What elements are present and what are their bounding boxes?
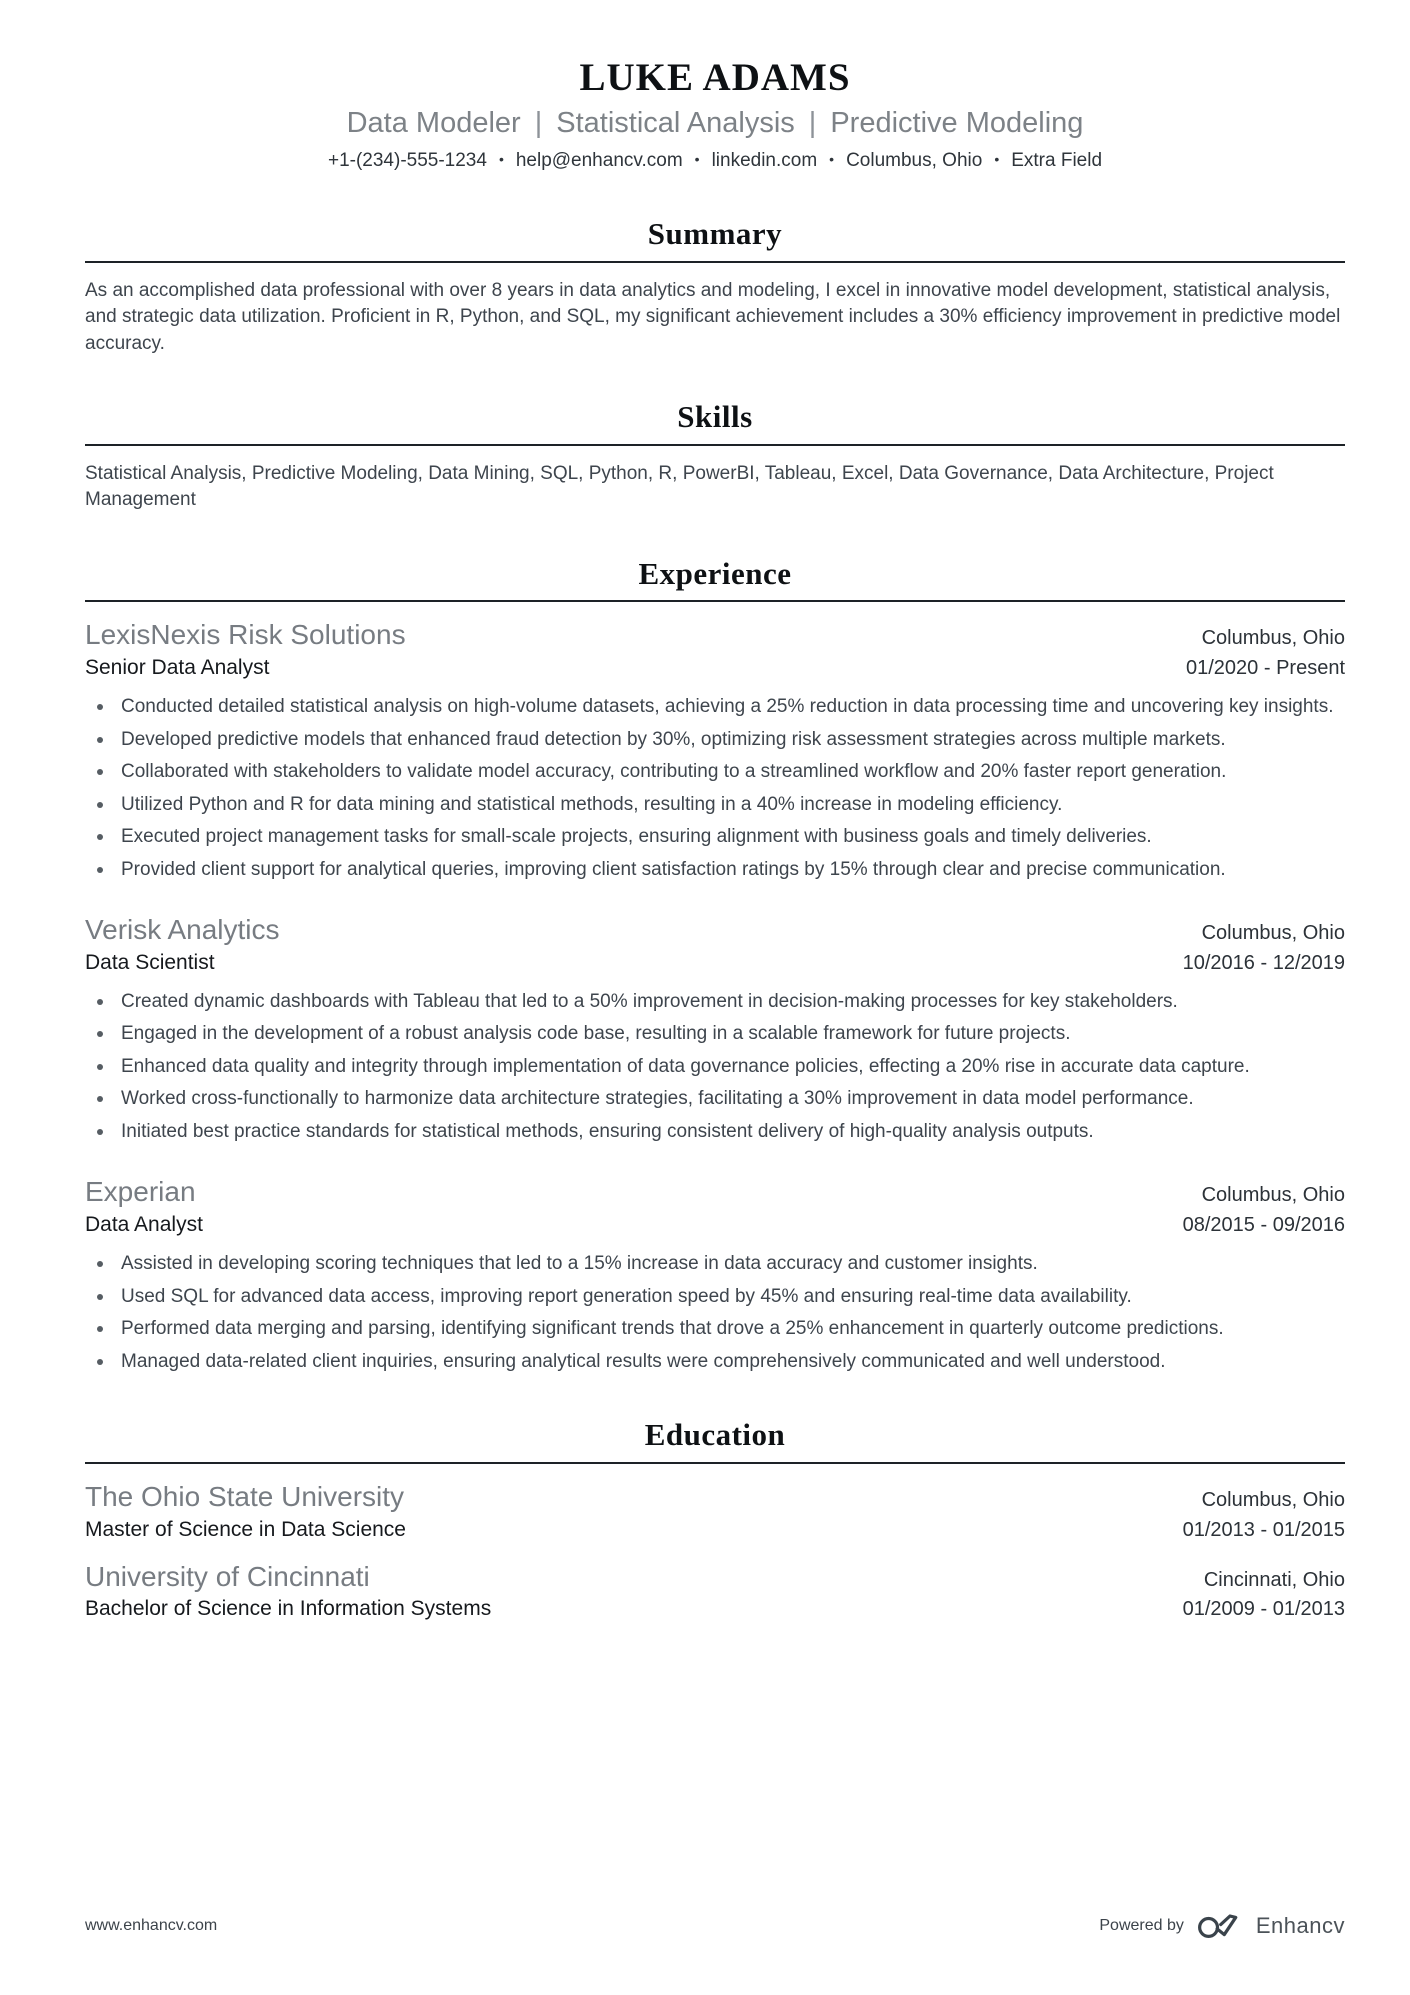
degree-name: Bachelor of Science in Information Systems xyxy=(85,1597,492,1621)
bullet-item: Developed predictive models that enhanced fraud detection by 30%, optimizing risk assessment strategies across multiple markets. xyxy=(85,727,1345,754)
entry-degree-row xyxy=(85,1596,1345,1622)
candidate-name: LUKE ADAMS xyxy=(579,56,851,99)
entry-dates: 01/2009 - 01/2013 xyxy=(1182,1598,1345,1621)
entry-header-row xyxy=(85,913,1345,947)
bullet-item: Performed data merging and parsing, identifying significant trends that drove a 25% enhancement in quarterly outcome predictions. xyxy=(85,1316,1345,1343)
bullet-item: Created dynamic dashboards with Tableau that led to a 50% improvement in decision-making processes for key stakeholders. xyxy=(85,989,1345,1016)
phone-number: +1-(234)-555-1234 xyxy=(327,150,487,172)
entry-header-row xyxy=(85,1480,1345,1514)
experience-entry xyxy=(85,913,1345,1145)
bullet-item: Provided client support for analytical queries, improving client satisfaction ratings by 15% through clear and precise communication. xyxy=(85,857,1345,884)
bullet-item: Utilized Python and R for data mining and statistical methods, resulting in a 40% increase in modeling efficiency. xyxy=(85,792,1345,819)
contact-line xyxy=(85,148,1345,174)
entry-dates: 01/2013 - 01/2015 xyxy=(1182,1518,1345,1541)
entry-role-row xyxy=(85,1212,1345,1238)
bullet-item: Executed project management tasks for small-scale projects, ensuring alignment with business goals and timely deliveries. xyxy=(85,824,1345,851)
entry-header-row xyxy=(85,618,1345,652)
site-url: www.enhancv.com xyxy=(85,1917,218,1934)
powered-by-group xyxy=(1099,1911,1345,1941)
powered-by-label: Powered by xyxy=(1099,1917,1184,1934)
headline-separator: | xyxy=(534,106,543,139)
headline-separator: | xyxy=(808,106,817,139)
section-summary xyxy=(85,216,1345,357)
section-divider xyxy=(85,600,1345,602)
bullet-item: Managed data-related client inquiries, ensuring analytical results were comprehensively communicated and well understood. xyxy=(85,1349,1345,1376)
entry-dates: 10/2016 - 12/2019 xyxy=(1182,951,1345,974)
education-entry xyxy=(85,1560,1345,1623)
bullet-list xyxy=(85,989,1345,1146)
headline-part: Predictive Modeling xyxy=(830,106,1084,139)
experience-entry xyxy=(85,618,1345,883)
entry-location: Columbus, Ohio xyxy=(1201,1488,1345,1511)
location-text: Columbus, Ohio xyxy=(846,150,983,172)
section-heading-skills: Skills xyxy=(677,399,753,434)
bullet-item: Initiated best practice standards for statistical methods, ensuring consistent delivery of high-quality analysis outputs. xyxy=(85,1119,1345,1146)
bullet-item: Worked cross-functionally to harmonize data architecture strategies, facilitating a 30% improvement in data model performance. xyxy=(85,1086,1345,1113)
entry-header-row xyxy=(85,1175,1345,1209)
bullet-list xyxy=(85,1251,1345,1375)
dot-separator: • xyxy=(829,151,835,168)
entry-header-row xyxy=(85,1560,1345,1594)
section-divider xyxy=(85,1462,1345,1464)
section-heading-experience: Experience xyxy=(638,555,792,591)
job-title: Senior Data Analyst xyxy=(85,655,270,679)
bullet-list xyxy=(85,694,1345,883)
bullet-item: Assisted in developing scoring techniques that led to a 15% increase in data accuracy and customer insights. xyxy=(85,1251,1345,1278)
section-heading-education: Education xyxy=(644,1417,786,1453)
summary-text: As an accomplished data professional with over 8 years in data analytics and modeling, I excel in innovative model development, statistical analysis, and strategic data utilization. Proficient in R, Python, and SQL, my significant achievement includes a 30% efficiency improvement in predictive model accuracy. xyxy=(85,279,1341,354)
extra-field: Extra Field xyxy=(1011,150,1103,172)
entry-dates: 08/2015 - 09/2016 xyxy=(1182,1214,1345,1237)
section-education xyxy=(85,1417,1345,1622)
education-entry xyxy=(85,1480,1345,1543)
bullet-item: Used SQL for advanced data access, improving report generation speed by 45% and ensuring real-time data availability. xyxy=(85,1284,1345,1311)
job-title: Data Scientist xyxy=(85,950,215,974)
school-name: University of Cincinnati xyxy=(85,1560,370,1592)
section-skills xyxy=(85,399,1345,514)
experience-entry xyxy=(85,1175,1345,1375)
skills-text: Statistical Analysis, Predictive Modeling, Data Mining, SQL, Python, R, PowerBI, Tableau, Excel, Data Governance, Data Architecture, Project Management xyxy=(85,462,1274,511)
entry-location: Cincinnati, Ohio xyxy=(1203,1568,1345,1591)
resume-header xyxy=(85,56,1345,174)
enhancv-logo-icon xyxy=(1197,1911,1243,1941)
bullet-item: Conducted detailed statistical analysis on high-volume datasets, achieving a 25% reduction in data processing time and uncovering key insights. xyxy=(85,694,1345,721)
school-name: The Ohio State University xyxy=(85,1480,405,1512)
dot-separator: • xyxy=(694,151,700,168)
company-name: Experian xyxy=(85,1176,196,1208)
entry-location: Columbus, Ohio xyxy=(1201,922,1345,945)
headline-part: Statistical Analysis xyxy=(556,106,795,139)
linkedin-link: linkedin.com xyxy=(711,150,818,172)
job-title: Data Analyst xyxy=(85,1213,203,1237)
entry-degree-row xyxy=(85,1517,1345,1543)
bullet-item: Collaborated with stakeholders to validate model accuracy, contributing to a streamlined workflow and 20% faster report generation. xyxy=(85,759,1345,786)
entry-role-row xyxy=(85,655,1345,681)
company-name: LexisNexis Risk Solutions xyxy=(85,619,406,651)
section-experience xyxy=(85,556,1345,1376)
dot-separator: • xyxy=(994,151,1000,168)
entry-role-row xyxy=(85,950,1345,976)
entry-dates: 01/2020 - Present xyxy=(1186,656,1345,679)
section-divider xyxy=(85,261,1345,263)
section-heading-summary: Summary xyxy=(647,215,783,251)
bullet-item: Engaged in the development of a robust analysis code base, resulting in a scalable framework for future projects. xyxy=(85,1021,1345,1048)
bullet-item: Enhanced data quality and integrity through implementation of data governance policies, effecting a 20% rise in accurate data capture. xyxy=(85,1054,1345,1081)
company-name: Verisk Analytics xyxy=(85,914,280,946)
brand-wordmark: Enhancv xyxy=(1255,1913,1345,1938)
headline xyxy=(85,106,1345,141)
degree-name: Master of Science in Data Science xyxy=(85,1517,406,1541)
page-footer xyxy=(85,1911,1345,1941)
headline-part: Data Modeler xyxy=(346,106,521,139)
section-divider xyxy=(85,444,1345,446)
email-address: help@enhancv.com xyxy=(515,150,683,172)
dot-separator: • xyxy=(498,151,504,168)
entry-location: Columbus, Ohio xyxy=(1201,1184,1345,1207)
entry-location: Columbus, Ohio xyxy=(1201,627,1345,650)
